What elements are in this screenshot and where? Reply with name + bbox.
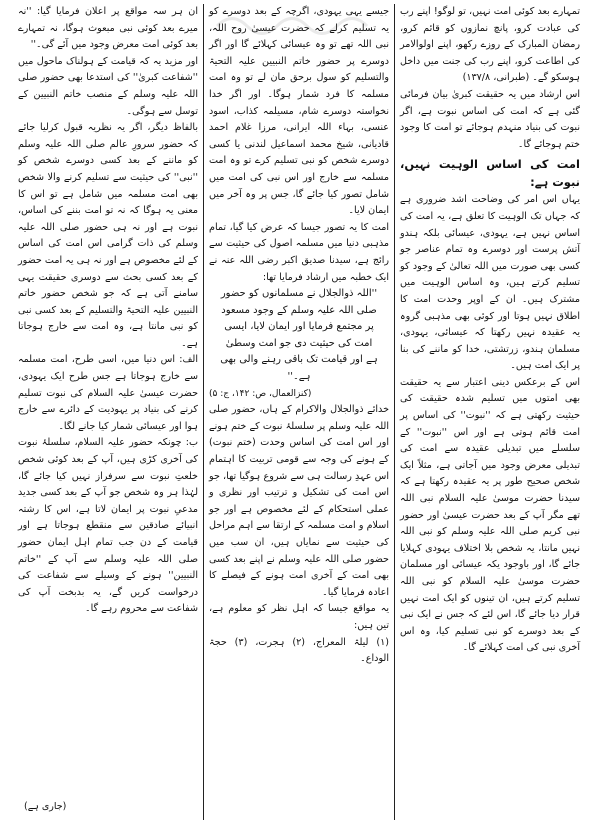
section-heading: امت کی اساس الوہیت نہیں، نبوت ہے: <box>400 157 580 190</box>
paragraph: ب: چونکہ حضور علیہ السلام، سلسلۂ نبوت کی آخری کڑی ہیں، آپ کے بعد کوئی شخص خلعتِ نبوت سے سرفراز نہیں کیا جائے گا، لہٰذا ہر وہ شخص جو آپ کے بعد کسی جدید مدعیِ نبوت پر ایمان لاتا ہے، اس کا رشتہ انبیائے صادقین سے منقطع ہوجاتا ہے اور قیامت کے دن جب تمام اہل ایمان حضور صلی اللہ علیہ وسلم سے آپ کے ''خاتم النبیین'' ہونے کے وسیلے سے شفاعت کی درخواست کریں گے، یہ بدبخت آپ کی شفاعت سے محروم رہے گا۔ <box>18 437 198 615</box>
paragraph: یہاں اس امر کی وضاحت اشد ضروری ہے کہ جہاں تک الوہیت کا تعلق ہے، یہ امت کی اساس نہیں ہے، یہودی، عیسائی بلکہ ہندو آتش پرست اور دوسرے وہ تمام عناصر جو کسی بھی صورت میں اللہ تعالیٰ کے وجود کو تسلیم کرتے ہیں، وہ اساس الوہیت میں مشترک ہیں۔ ان کے اوپر وحدت امت کا اطلاق نہیں ہوتا اور کوئی بھی مذہبی گروہ یہ عقیدہ نہیں رکھتا کہ عیسائی، یہودی، مسلمان ہندو، زرتشتی، خدا کو ماننے کی بنا پر ایک امت ہیں۔ <box>400 194 580 372</box>
paragraph: اس کے برعکس دینی اعتبار سے یہ حقیقت بھی امتوں میں تسلیم شدہ حقیقت کی حیثیت رکھتی ہے کہ ''نبوت'' کی اساس پر امت قائم ہوتی ہے اور اس ''نبوت'' کے سلسلے میں تبدیلی عقیدہ سے امت کی تبدیلی معرض وجود میں آجاتی ہے، مثلاً ایک شخص صحیح طور پر یہ عقیدہ رکھتا ہے کہ سیدنا حضرت موسیٰ علیہ السلام نبی اللہ تھے مگر آپ کے بعد حضرت عیسیٰ اور حضور نبی کریم صلی اللہ علیہ وسلم کو نبی اللہ نہیں مانتا، یہ شخص بلا اختلاف یہودی کہلایا جائے گا، اور باوجود یکہ عیسائی اور مسلمان حضرت موسیٰ علیہ السلام کو نبی اللہ تسلیم کرتے ہیں، ان تینوں کو ایک امت نہیں قرار دیا جائے گا، اس لئے کہ جس نے ایک نبی کے بعد دوسرے کو نبی تسلیم کیا، وہ اس آخری نبی کی امت کہلائے گا۔ <box>400 376 580 654</box>
paragraph: خدائے ذوالجلال والاکرام کے ہاں، حضور صلی اللہ علیہ وسلم پر سلسلۂ نبوت کے ختم ہونے اور اس امت کی اساس وحدت (ختم نبوت) کے ہونے کی وجہ سے قومی تربیت کا اہتمام اس عہدِ رسالت ہی سے شروع ہوگیا تھا، جو اس امت کی تشکیل و ترتیب اور نظری و عملی استحکام کے لئے مخصوص ہے اور جو اسلام و امت مسلمہ کے ارتقا سے اہم مراحل کی حیثیت سے نمایاں ہیں، ان سب میں حضور صلی اللہ علیہ وسلم نے اپنے بعد کسی بھی امت کے آخری امت ہونے کے فیصلے کا اعادہ فرمایا گیا۔ <box>209 404 389 598</box>
paragraph: بالفاظ دیگر، اگر یہ نظریہ قبول کرلیا جائے کہ حضور سرورِ عالم صلی اللہ علیہ وسلم کو ماننے کے بعد کسی دوسرے شخص کو ''نبی'' کی حیثیت سے تسلیم کرنے والا شخص بھی امت مسلمہ میں شامل ہے تو اس کا معنی یہ ہوگا کہ نہ تو امت بننے کی اساس، نبوت ہے اور نہ ہی حضور صلی اللہ علیہ وسلم کی ذات گرامی اس امت کی اساس کے لئے مخصوص ہے اور نہ ہی یہ امت حضور کے بعد کسی بحث سے دوسری حقیقت یہی سامنے آتی ہے کہ جو شخص حضور خاتم النبیین علیہ التحیۃ والتسلیم کے بعد کسی نبی کو نبی مانتا ہے، وہ امت سے خارج ہوجاتا ہے۔ <box>18 122 198 349</box>
columns <box>6 4 584 820</box>
continued-label: (جاری ہے) <box>24 801 67 813</box>
paragraph: اور مزید یہ کہ قیامت کے ہولناک ماحول میں ''شفاعت کبریٰ'' کی استدعا بھی حضور صلی اللہ علیہ وسلم کے منصب خاتم النبیین کے توسل سے ہوگی۔ <box>18 55 198 117</box>
paragraph: امت کا یہ تصور جیسا کہ عرض کیا گیا، تمام مذہبی دنیا میں مسلمہ اصول کی حیثیت سے رائج ہے، سیدنا صدیق اکبر رضی اللہ عنہ نے ایک خطبہ میں ارشاد فرمایا تھا: <box>209 221 389 283</box>
paragraph: (۱) لیلۃ المعراج، (۲) ہجرت، (۳) حجۃ الوداع۔ <box>209 636 390 665</box>
paragraph: جیسے یہی یہودی، اگرچہ کے بعد دوسرے کو یہ تسلیم کرلے کہ حضرت عیسیٰ روح اللہ، نبی اللہ تھے تو وہ عیسائی کہلائے گا اور اگر دوسرے پر حضور خاتم النبیین علیہ التحیۃ والتسلیم کو سول برحق مان لے تو وہ امت مسلمہ کا فرد شمار ہوگا۔ اور اگر خدا نخواستہ دوسرے شام، مسیلمہ کذاب، اسود عنسی، بہاء اللہ ایرانی، مرزا غلام احمد قادیانی، شیخ محمد اسماعیل لندنی یا کسی دوسرے شخص کو نبی تسلیم کرے تو وہ امت مسلمہ سے خارج اور اس نبی کی امت میں شامل تصور کیا جائے گا، جس پر وہ آخر میں ایمان لایا۔ <box>209 6 389 217</box>
column-left <box>14 4 202 820</box>
paragraph: اس ارشاد میں یہ حقیقت کبریٰ بیان فرمائی گئی ہے کہ امت کی اساس نبوت ہے، اگر نبوت کی بنیاد منہدم ہوجائے تو امت کا وجود ختم ہوجائے گا۔ <box>400 88 580 150</box>
paragraph: ان ہر سہ مواقع پر اعلان فرمایا گیا: ''نہ میرے بعد کوئی نبی مبعوث ہوگا، نہ تمہارے بعد کوئی امت معرض وجود میں آئے گی۔'' <box>18 6 198 51</box>
column-right <box>396 4 584 820</box>
citation: (کنزالعمال، ص: ۱۴۲، ج: ۵) <box>209 388 312 399</box>
paragraph: الف: اس دنیا میں، اسی طرح، امت مسلمہ سے خارج ہوجاتا ہے جس طرح ایک یہودی، حضرت عیسیٰ علیہ السلام کی نبوت تسلیم کرنے کی بنیاد پر یہودیت کے دائرے سے خارج ہوا اور عیسائی شمار کیا جانے لگا۔ <box>18 354 198 432</box>
column-divider <box>203 4 204 820</box>
paragraph: تمہارے بعد کوئی امت نہیں، تو لوگو! اپنے رب کی عبادت کرو، پانچ نمازوں کو قائم کرو، رمضان المبارک کے روزے رکھو، اپنے اولوالامر کی اطاعت کرو، اپنے رب کی جنت میں داخل ہوسکو گے۔ (طبرانی، ۱۳۷/۸) <box>400 6 580 84</box>
column-middle <box>205 4 393 820</box>
column-divider <box>394 4 395 820</box>
block-quote: ''اللہ ذوالجلال نے مسلمانوں کو حضور صلی اللہ علیہ وسلم کے وجود مسعود پر مجتمع فرمایا اور ایمان لایا، ایسی امت کی حیثیت دی جو امت وسطیٰ ہے اور قیامت تک باقی رہنے والی بھی ہے۔'' <box>220 288 378 383</box>
paragraph: یہ مواقع جیسا کہ اہل نظر کو معلوم ہے، تین ہیں: <box>209 603 389 631</box>
